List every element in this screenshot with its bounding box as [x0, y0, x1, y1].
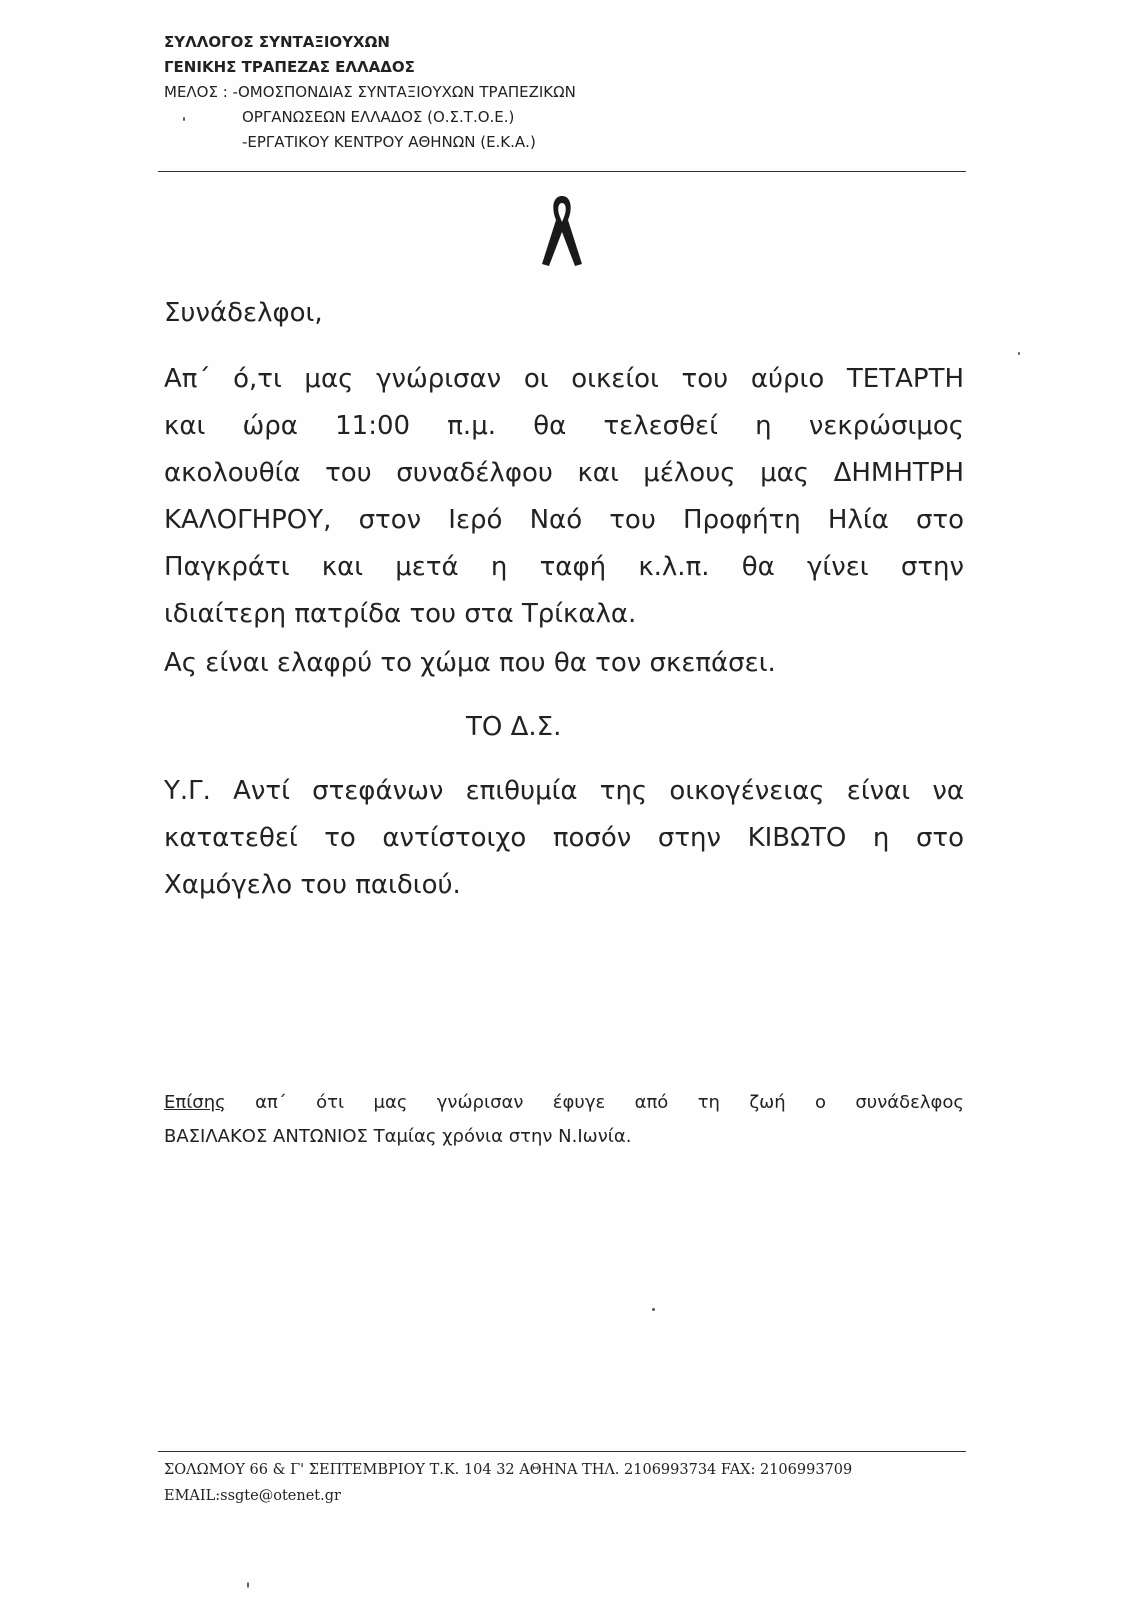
- scan-speck: [652, 1308, 655, 1311]
- org-name-line1: ΣΥΛΛΟΓΟΣ ΣΥΝΤΑΞΙΟΥΧΩΝ: [164, 33, 390, 51]
- announcement-line: και ώρα 11:00 π.μ. θα τελεσθεί η νεκρώσιμος: [164, 411, 964, 441]
- membership-line2: ΟΡΓΑΝΩΣΕΩΝ ΕΛΛΑΔΟΣ (Ο.Σ.Τ.Ο.Ε.): [242, 108, 515, 126]
- membership-line3: -ΕΡΓΑΤΙΚΟΥ ΚΕΝΤΡΟΥ ΑΘΗΝΩΝ (Ε.Κ.Α.): [242, 133, 536, 151]
- postscript-line: Χαμόγελο του παιδιού.: [164, 870, 461, 900]
- note-line1: [164, 1086, 964, 1120]
- announcement-line: ακολουθία του συναδέλφου και μέλους μας ΔΗΜΗΤΡΗ: [164, 458, 964, 488]
- org-name-line2: ΓΕΝΙΚΗΣ ΤΡΑΠΕΖΑΣ ΕΛΛΑΔΟΣ: [164, 58, 415, 76]
- footer-address: ΣΟΛΩΜΟΥ 66 & Γ' ΣΕΠΤΕΜΒΡΙΟΥ Τ.Κ. 104 32 ΑΘΗΝΑ ΤΗΛ. 2106993734 FAX: 2106993709: [164, 1462, 853, 1478]
- announcement-line: ΚΑΛΟΓΗΡΟΥ, στον Ιερό Ναό του Προφήτη Ηλία στο: [164, 505, 964, 535]
- announcement-line: Απ΄ ό,τι μας γνώρισαν οι οικείοι του αύριο ΤΕΤΑΡΤΗ: [164, 364, 964, 394]
- announcement-line: ιδιαίτερη πατρίδα του στα Τρίκαλα.: [164, 599, 637, 629]
- header-divider: [158, 171, 966, 172]
- postscript-paragraph: [164, 768, 964, 909]
- board-signoff: ΤΟ Δ.Σ.: [466, 712, 562, 742]
- announcement-line: Παγκράτι και μετά η ταφή κ.λ.π. θα γίνει στην: [164, 552, 964, 582]
- note-line1-text: απ΄ ότι μας γνώρισαν έφυγε από τη ζωή ο συνάδελφος: [225, 1092, 964, 1113]
- postscript-line: Υ.Γ. Αντί στεφάνων επιθυμία της οικογένειας είναι να: [164, 776, 964, 806]
- scan-speck: [183, 117, 185, 121]
- postscript-line: κατατεθεί το αντίστοιχο ποσόν στην ΚΙΒΩΤΟ η στο: [164, 823, 964, 853]
- salutation: Συνάδελφοι,: [164, 298, 323, 328]
- condolence-wish: Ας είναι ελαφρύ το χώμα που θα τον σκεπάσει.: [164, 648, 776, 678]
- mourning-ribbon-icon: [538, 190, 586, 270]
- scan-speck: [247, 1582, 249, 1588]
- note-line2: ΒΑΣΙΛΑΚΟΣ ΑΝΤΩΝΙΟΣ Ταμίας χρόνια στην Ν.Ιωνία.: [164, 1126, 632, 1147]
- footer-divider: [158, 1451, 966, 1452]
- additional-note: [164, 1086, 964, 1154]
- note-lead-word: Επίσης: [164, 1092, 226, 1113]
- footer-contact: [164, 1457, 852, 1509]
- footer-email: EMAIL:ssgte@otenet.gr: [164, 1488, 341, 1504]
- scan-speck: [1018, 352, 1020, 355]
- membership-line1: ΜΕΛΟΣ : -ΟΜΟΣΠΟΝΔΙΑΣ ΣΥΝΤΑΞΙΟΥΧΩΝ ΤΡΑΠΕΖΙΚΩΝ: [164, 83, 576, 101]
- letterhead: [164, 30, 964, 155]
- announcement-paragraph: [164, 356, 964, 638]
